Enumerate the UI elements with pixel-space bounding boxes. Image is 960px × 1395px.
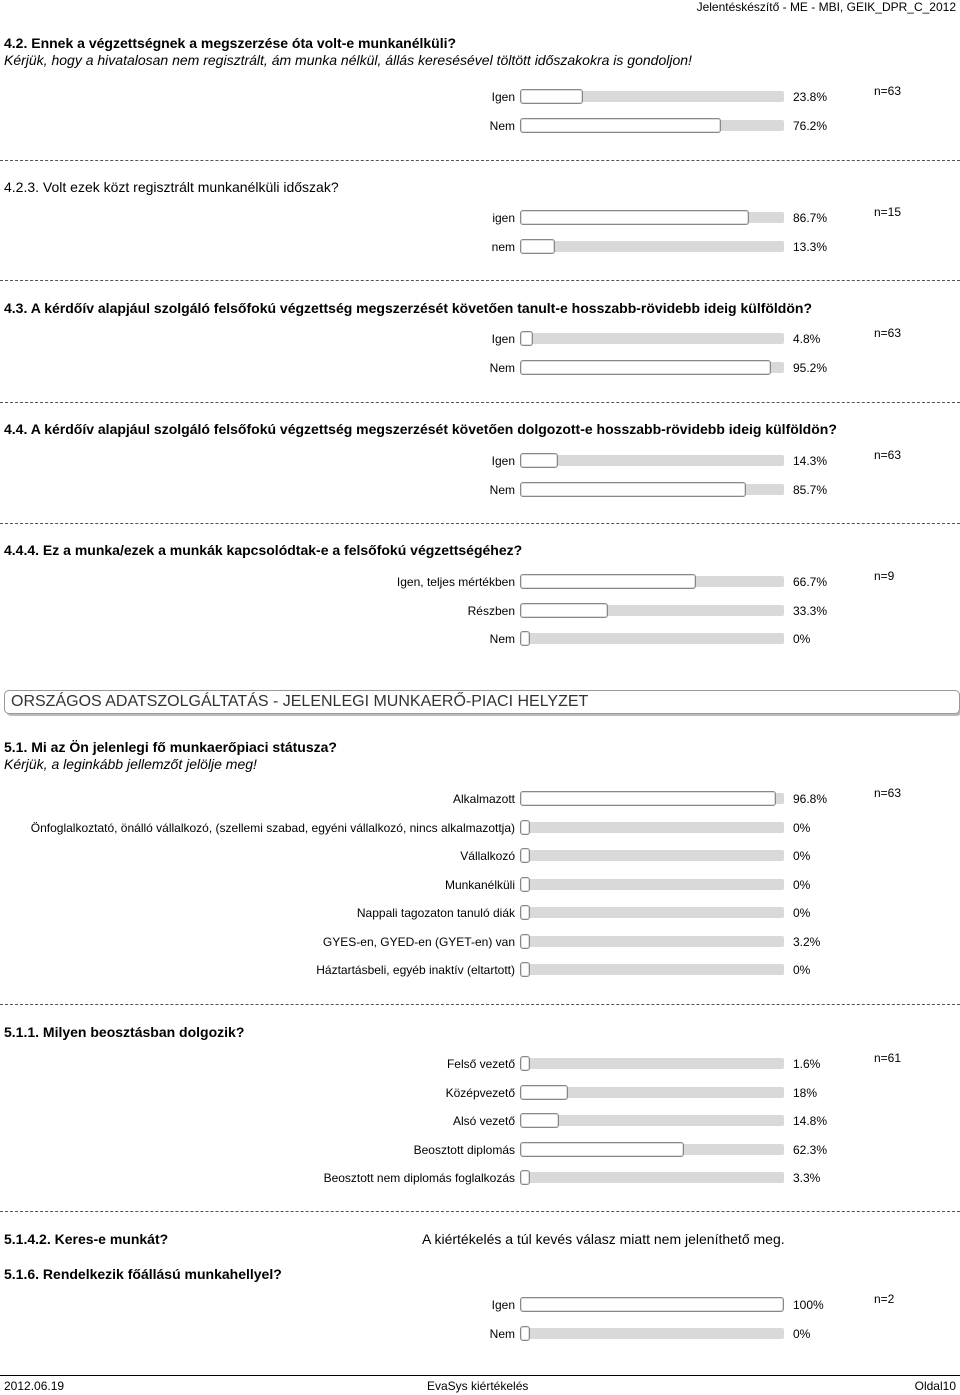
bar-track: [520, 1115, 784, 1126]
answer-label: Nem: [489, 1327, 515, 1341]
percentage-value: 1.6%: [793, 1057, 821, 1071]
percentage-value: 95.2%: [793, 361, 828, 375]
answer-label: Nem: [489, 361, 515, 375]
percentage-bar: [520, 360, 784, 375]
percentage-bar: [520, 1113, 784, 1128]
percentage-bar: [520, 848, 784, 863]
answer-label: Igen: [491, 1298, 515, 1312]
sample-size: n=63: [874, 326, 902, 340]
percentage-value: 4.8%: [793, 332, 821, 346]
result-row: [0, 604, 960, 622]
sample-size: n=63: [874, 448, 902, 462]
sample-size: n=9: [874, 569, 895, 583]
result-row: [0, 963, 960, 981]
answer-label: Nappali tagozaton tanuló diák: [356, 906, 515, 920]
bar-fill: [520, 791, 776, 806]
percentage-value: 23.8%: [793, 90, 828, 104]
question-title: 5.1. Mi az Ön jelenlegi fő munkaerőpiaci státusza?: [4, 739, 337, 755]
bar-fill: [520, 820, 530, 835]
bar-track: [520, 907, 784, 918]
result-row: [0, 332, 960, 350]
bar-fill: [520, 934, 530, 949]
result-row: [0, 119, 960, 137]
bar-track: [520, 241, 784, 252]
bar-fill: [520, 210, 749, 225]
answer-label: Beosztott nem diplomás foglalkozás: [323, 1171, 515, 1185]
answer-label: igen: [492, 211, 515, 225]
question-title: 4.2.3. Volt ezek közt regisztrált munkanélküli időszak?: [4, 179, 339, 195]
result-row: [0, 211, 960, 229]
percentage-value: 3.2%: [793, 935, 821, 949]
percentage-bar: [520, 574, 784, 589]
bar-track: [520, 850, 784, 861]
result-row: [0, 1298, 960, 1316]
bar-fill: [520, 603, 608, 618]
percentage-bar: [520, 905, 784, 920]
result-row: [0, 575, 960, 593]
bar-fill: [520, 1326, 530, 1341]
percentage-bar: [520, 482, 784, 497]
percentage-value: 62.3%: [793, 1143, 828, 1157]
answer-label: nem: [491, 240, 515, 254]
bar-fill: [520, 631, 530, 646]
question-subtitle: Kérjük, hogy a hivatalosan nem regisztrált, ám munka nélkül, állás keresésével töltött időszakokra is gondoljon!: [4, 52, 692, 68]
bar-fill: [520, 1142, 684, 1157]
sample-size: n=63: [874, 84, 902, 98]
divider: [0, 280, 960, 281]
bar-track: [520, 633, 784, 644]
bar-fill: [520, 89, 583, 104]
footer-date: 2012.06.19: [4, 1379, 65, 1393]
percentage-value: 14.8%: [793, 1114, 828, 1128]
percentage-value: 0%: [793, 878, 811, 892]
question-title: 4.4. A kérdőív alapjául szolgáló felsőfokú végzettség megszerzését követően dolgozott-e hosszabb-rövidebb ideig külföldön?: [4, 421, 837, 437]
section-banner: ORSZÁGOS ADATSZOLGÁLTATÁS - JELENLEGI MUNKAERŐ-PIACI HELYZET: [4, 690, 960, 714]
insufficient-responses-note: A kiértékelés a túl kevés válasz miatt nem jeleníthető meg.: [422, 1231, 785, 1247]
result-row: [0, 1086, 960, 1104]
question-title: 5.1.4.2. Keres-e munkát?: [4, 1231, 169, 1247]
answer-label: Felső vezető: [446, 1057, 515, 1071]
answer-label: Nem: [489, 632, 515, 646]
bar-track: [520, 1328, 784, 1339]
percentage-value: 33.3%: [793, 604, 828, 618]
result-row: [0, 240, 960, 258]
bar-track: [520, 455, 784, 466]
percentage-value: 86.7%: [793, 211, 828, 225]
percentage-bar: [520, 453, 784, 468]
answer-label: Igen: [491, 90, 515, 104]
bar-fill: [520, 118, 721, 133]
percentage-value: 96.8%: [793, 792, 828, 806]
percentage-value: 85.7%: [793, 483, 828, 497]
percentage-bar: [520, 603, 784, 618]
result-row: [0, 1114, 960, 1132]
bar-fill: [520, 1085, 568, 1100]
bar-fill: [520, 239, 555, 254]
percentage-value: 0%: [793, 1327, 811, 1341]
percentage-value: 0%: [793, 632, 811, 646]
question-title: 4.3. A kérdőív alapjául szolgáló felsőfokú végzettség megszerzését követően tanult-e hosszabb-rövidebb ideig külföldön?: [4, 300, 813, 316]
result-row: [0, 632, 960, 650]
answer-label: Munkanélküli: [444, 878, 515, 892]
result-row: [0, 90, 960, 108]
footer-page: Oldal10: [914, 1379, 956, 1393]
answer-label: Igen: [491, 454, 515, 468]
result-row: [0, 361, 960, 379]
percentage-bar: [520, 1142, 784, 1157]
answer-label: Nem: [489, 483, 515, 497]
percentage-bar: [520, 1297, 784, 1312]
bar-track: [520, 1058, 784, 1069]
bar-fill: [520, 1113, 559, 1128]
percentage-bar: [520, 791, 784, 806]
footer-rule: [0, 1375, 960, 1376]
divider: [0, 1004, 960, 1005]
percentage-bar: [520, 1326, 784, 1341]
answer-label: Beosztott diplomás: [413, 1143, 515, 1157]
sample-size: n=61: [874, 1051, 902, 1065]
sample-size: n=63: [874, 786, 902, 800]
percentage-value: 66.7%: [793, 575, 828, 589]
bar-fill: [520, 905, 530, 920]
bar-fill: [520, 453, 558, 468]
result-row: [0, 1143, 960, 1161]
result-row: [0, 906, 960, 924]
answer-label: Középvezető: [445, 1086, 515, 1100]
percentage-bar: [520, 934, 784, 949]
answer-label: Vállalkozó: [460, 849, 515, 863]
percentage-bar: [520, 89, 784, 104]
percentage-bar: [520, 239, 784, 254]
question-title: 5.1.1. Milyen beosztásban dolgozik?: [4, 1024, 245, 1040]
result-row: [0, 483, 960, 501]
percentage-value: 3.3%: [793, 1171, 821, 1185]
answer-label: Nem: [489, 119, 515, 133]
percentage-value: 100%: [793, 1298, 824, 1312]
percentage-bar: [520, 210, 784, 225]
result-row: [0, 821, 960, 839]
percentage-value: 0%: [793, 849, 811, 863]
divider: [0, 523, 960, 524]
bar-fill: [520, 482, 746, 497]
bar-track: [520, 1172, 784, 1183]
percentage-value: 13.3%: [793, 240, 828, 254]
answer-label: Önfoglalkoztató, önálló vállalkozó, (szellemi szabad, egyéni vállalkozó, nincs alkalmazottja): [30, 821, 515, 835]
percentage-bar: [520, 1170, 784, 1185]
percentage-bar: [520, 331, 784, 346]
bar-fill: [520, 331, 533, 346]
bar-fill: [520, 574, 696, 589]
result-row: [0, 792, 960, 810]
percentage-value: 0%: [793, 906, 811, 920]
answer-label: Alsó vezető: [452, 1114, 515, 1128]
percentage-value: 0%: [793, 821, 811, 835]
percentage-value: 0%: [793, 963, 811, 977]
bar-fill: [520, 877, 530, 892]
bar-track: [520, 879, 784, 890]
bar-fill: [520, 1297, 784, 1312]
question-title: 5.1.6. Rendelkezik főállású munkahellyel?: [4, 1266, 282, 1282]
bar-fill: [520, 848, 530, 863]
report-header: Jelentéskészítő - ME - MBI, GEIK_DPR_C_2012: [696, 0, 956, 14]
answer-label: Igen: [491, 332, 515, 346]
bar-fill: [520, 1170, 530, 1185]
bar-fill: [520, 1056, 530, 1071]
result-row: [0, 1171, 960, 1189]
percentage-bar: [520, 877, 784, 892]
result-row: [0, 849, 960, 867]
percentage-bar: [520, 118, 784, 133]
question-title: 4.2. Ennek a végzettségnek a megszerzése óta volt-e munkanélküli?: [4, 35, 457, 51]
percentage-bar: [520, 962, 784, 977]
answer-label: Háztartásbeli, egyéb inaktív (eltartott): [316, 963, 515, 977]
bar-track: [520, 936, 784, 947]
divider: [0, 160, 960, 161]
result-row: [0, 1057, 960, 1075]
result-row: [0, 935, 960, 953]
bar-fill: [520, 360, 771, 375]
percentage-value: 18%: [793, 1086, 818, 1100]
answer-label: Igen, teljes mértékben: [396, 575, 515, 589]
answer-label: GYES-en, GYED-en (GYET-en) van: [322, 935, 515, 949]
sample-size: n=15: [874, 205, 902, 219]
sample-size: n=2: [874, 1292, 895, 1306]
bar-track: [520, 822, 784, 833]
divider: [0, 1211, 960, 1212]
bar-track: [520, 333, 784, 344]
answer-label: Alkalmazott: [452, 792, 515, 806]
percentage-value: 14.3%: [793, 454, 828, 468]
result-row: [0, 454, 960, 472]
percentage-bar: [520, 1085, 784, 1100]
percentage-value: 76.2%: [793, 119, 828, 133]
bar-track: [520, 964, 784, 975]
percentage-bar: [520, 1056, 784, 1071]
percentage-bar: [520, 631, 784, 646]
percentage-bar: [520, 820, 784, 835]
result-row: [0, 878, 960, 896]
bar-fill: [520, 962, 530, 977]
divider: [0, 402, 960, 403]
question-subtitle: Kérjük, a leginkább jellemzőt jelölje meg!: [4, 756, 257, 772]
result-row: [0, 1327, 960, 1345]
footer-center: EvaSys kiértékelés: [427, 1379, 529, 1393]
answer-label: Részben: [467, 604, 515, 618]
question-title: 4.4.4. Ez a munka/ezek a munkák kapcsolódtak-e a felsőfokú végzettségéhez?: [4, 542, 523, 558]
